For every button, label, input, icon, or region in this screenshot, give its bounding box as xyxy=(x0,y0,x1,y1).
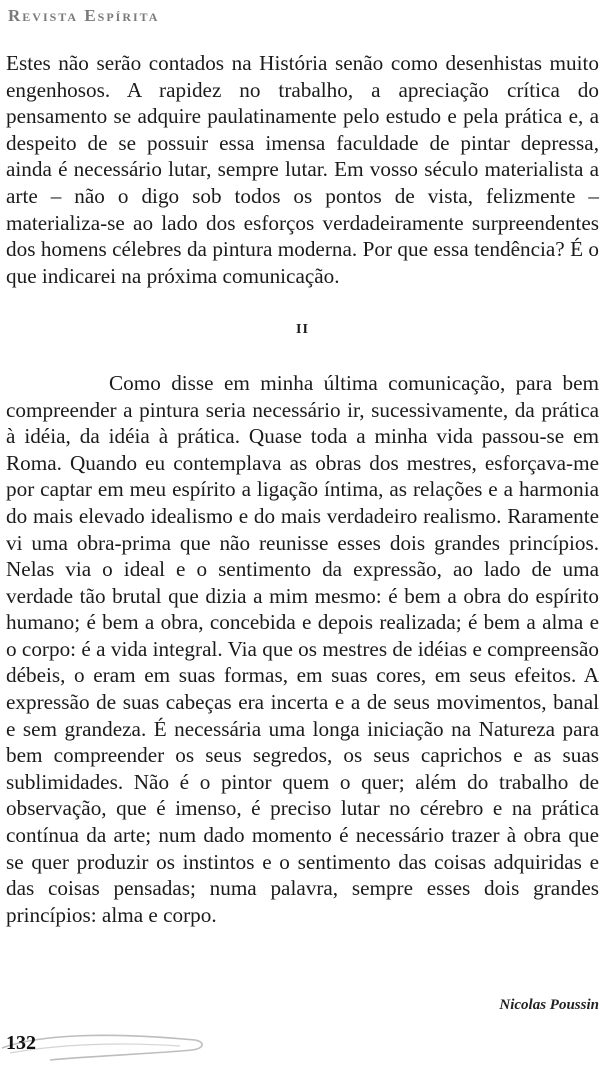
page-number: 132 xyxy=(6,1032,36,1054)
section-number: II xyxy=(296,322,309,338)
signature: Nicolas Poussin xyxy=(499,997,599,1013)
paragraph-1: Estes não serão contados na História senão como desenhistas muito engenhosos. A rapidez no trabalho, a apreciação crítica do pensamento se adquire paulatinamente pelo estudo e pela prática e, a despeito de se possuir essa imensa faculdade de pintar depressa, ainda é necessário lutar, sempre lutar. Em vosso século materialista a arte – não o digo sob todos os pontos de vista, felizmente – materializa-se ao lado dos esforços verdadeiramente surpreendentes dos homens célebres da pintura moderna. Por que essa tendência? É o que indicarei na próxima comunicação. xyxy=(6,51,599,288)
running-title: Revista Espírita xyxy=(8,6,160,25)
page-body xyxy=(6,50,599,928)
paragraph-2: Como disse em minha última comunicação, para bem compreender a pintura seria necessário ir, sucessivamente, da prática à idéia, da idéia à prática. Quase toda a minha vida passou-se em Roma. Quando eu contemplava as obras dos mestres, esforçava-me por captar em meu espírito a ligação íntima, as relações e a harmonia do mais elevado idealismo e do mais verdadeiro realismo. Raramente vi uma obra-prima que não reunisse esses dois grandes princípios. Nelas via o ideal e o sentimento da expressão, ao lado de uma verdade tão brutal que dizia a mim mesmo: é bem a obra do espírito humano; é bem a obra, concebida e depois realizada; é bem a alma e o corpo: é a vida integral. Via que os mestres de idéias e compreensão débeis, o eram em suas formas, em suas cores, em seus efeitos. A expressão de suas cabeças era incerta e a de seus movimentos, banal e sem grandeza. É necessária uma longa iniciação na Natureza para bem compreender os seus segredos, os seus caprichos e as suas sublimidades. Não é o pintor quem o quer; além do trabalho de observação, que é imenso, é preciso lutar no cérebro e na prática contínua da arte; num dado momento é necessário trazer à obra que se quer produzir os instintos e o sentimento das coisas adquiridas e das coisas pensadas; numa palavra, sempre esses dois grandes princípios: alma e corpo. xyxy=(6,370,599,927)
